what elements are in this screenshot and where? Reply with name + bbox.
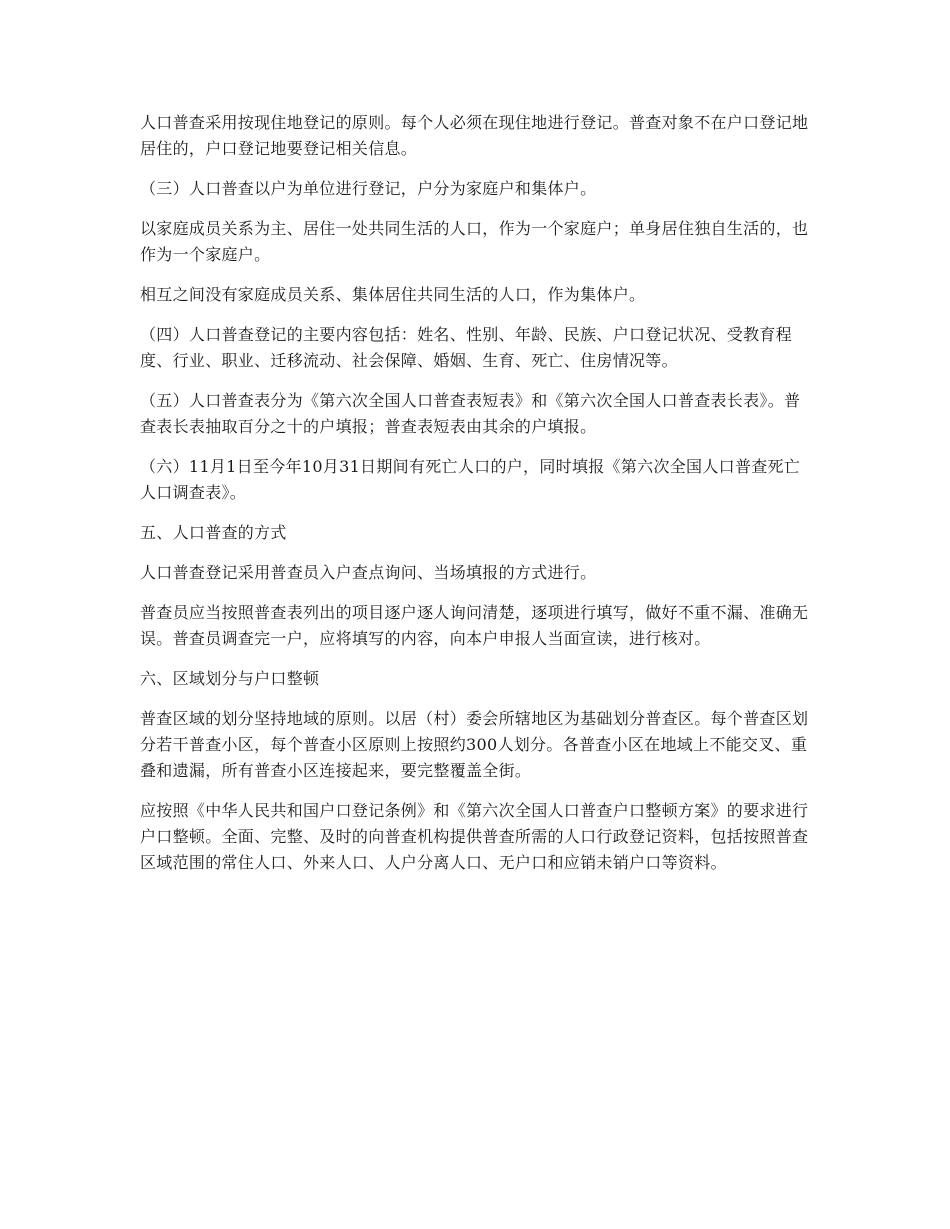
paragraph-enumerator-duties: 普查员应当按照普查表列出的项目逐户逐人询问清楚，逐项进行填写，做好不重不漏、准确无误。普查员调查完一户，应将填写的内容，向本户申报人当面宣读，进行核对。 <box>140 603 809 648</box>
paragraph-household-unit: （三）人口普查以户为单位进行登记，户分为家庭户和集体户。 <box>140 179 597 198</box>
section-heading-census-method: 五、人口普查的方式 <box>140 523 287 542</box>
section-heading-area-division: 六、区域划分与户口整顿 <box>140 669 320 688</box>
document-body <box>140 110 812 890</box>
paragraph-area-division: 普查区域的划分坚持地域的原则。以居（村）委会所辖地区为基础划分普查区。每个普查区划分若干普查小区，每个普查小区原则上按照约300人划分。各普查小区在地域上不能交叉、重叠和遗漏，所有普查小区连接起来，要完整覆盖全街。 <box>140 709 809 780</box>
paragraph-census-forms: （五）人口普查表分为《第六次全国人口普查表短表》和《第六次全国人口普查表长表》。普查表长表抽取百分之十的户填报；普查表短表由其余的户填报。 <box>140 391 801 436</box>
paragraph-door-to-door: 人口普查登记采用普查员入户查点询问、当场填报的方式进行。 <box>140 563 597 582</box>
paragraph-family-household: 以家庭成员关系为主、居住一处共同生活的人口，作为一个家庭户；单身居住独自生活的，也作为一个家庭户。 <box>140 219 809 264</box>
paragraph-death-survey: （六）11月1日至今年10月31日期间有死亡人口的户，同时填报《第六次全国人口普查死亡人口调查表》。 <box>140 457 801 502</box>
paragraph-registration-principle: 人口普查采用按现住地登记的原则。每个人必须在现住地进行登记。普查对象不在户口登记地居住的，户口登记地要登记相关信息。 <box>140 113 809 158</box>
paragraph-registration-content: （四）人口普查登记的主要内容包括：姓名、性别、年龄、民族、户口登记状况、受教育程度、行业、职业、迁移流动、社会保障、婚姻、生育、死亡、住房情况等。 <box>140 325 793 370</box>
paragraph-household-rectification: 应按照《中华人民共和国户口登记条例》和《第六次全国人口普查户口整顿方案》的要求进行户口整顿。全面、完整、及时的向普查机构提供普查所需的人口行政登记资料，包括按照普查区域范围的常住人口、外来人口、人户分离人口、无户口和应销未销户口等资料。 <box>140 801 809 872</box>
paragraph-collective-household: 相互之间没有家庭成员关系、集体居住共同生活的人口，作为集体户。 <box>140 285 646 304</box>
